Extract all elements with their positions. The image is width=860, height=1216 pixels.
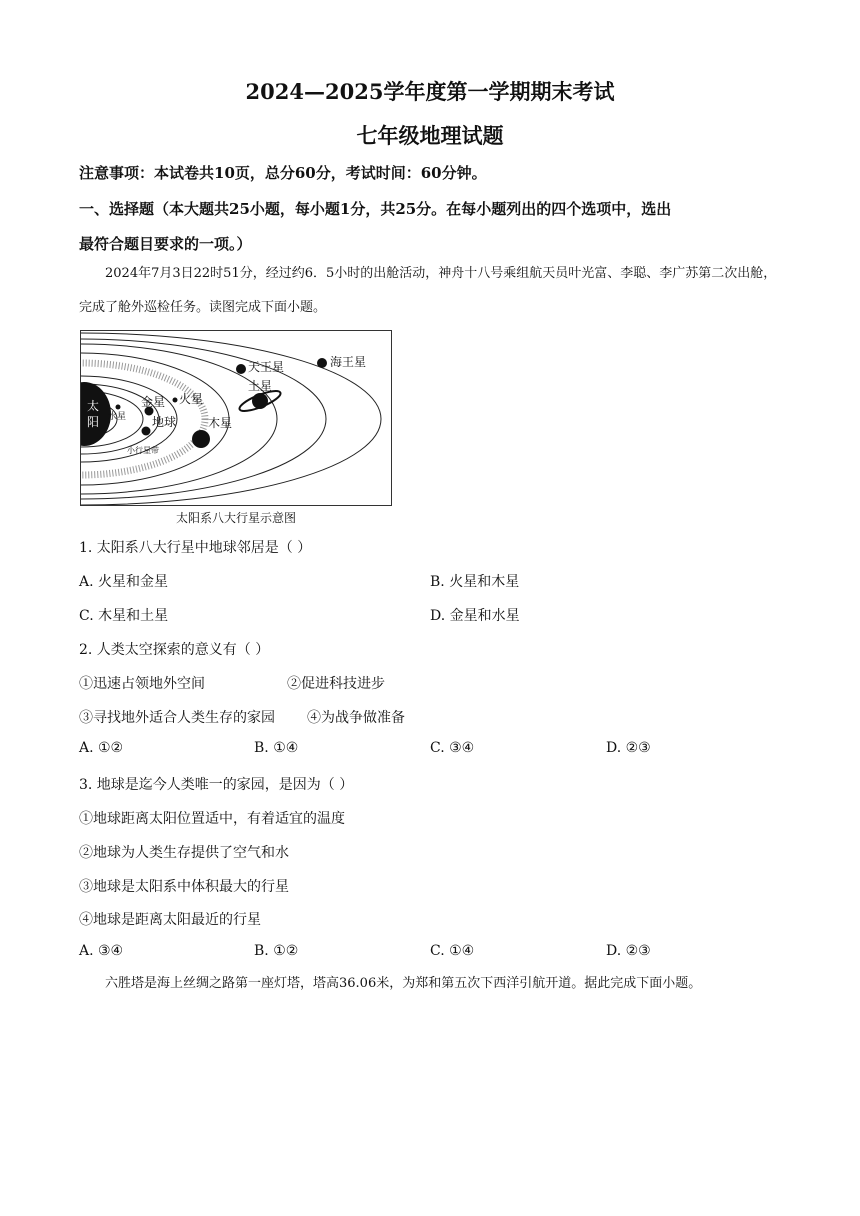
saturn-label: 土星: [248, 379, 273, 393]
section-heading-line2: 最符合题目要求的一项。）: [79, 235, 252, 253]
q3-statement-2: ②地球为人类生存提供了空气和水: [79, 845, 289, 861]
solar-system-svg: [81, 331, 392, 506]
q1-stem: 1. 太阳系八大行星中地球邻居是（ ）: [79, 540, 312, 556]
section-heading-line1: 一、选择题（本大题共25小题，每小题1分，共25分。在每小题列出的四个选项中，选出: [79, 200, 672, 218]
uranus: [236, 364, 246, 374]
q2-option-a: A. ①②: [79, 740, 124, 756]
mars-label: 火星: [179, 392, 204, 406]
q2-option-d: D. ②③: [606, 740, 651, 756]
q2-stem: 2. 人类太空探索的意义有（ ）: [79, 642, 270, 658]
exam-title: 2024—2025学年度第一学期期末考试: [245, 79, 615, 104]
solar-system-diagram: [80, 330, 392, 506]
q2-option-c: C. ③④: [430, 740, 475, 756]
q3-statement-3: ③地球是太阳系中体积最大的行星: [79, 879, 289, 895]
earth: [142, 427, 151, 436]
q2-statement-1: ①迅速占领地外空间: [79, 676, 205, 692]
mars: [173, 398, 178, 403]
q1-option-b: B. 火星和木星: [430, 574, 520, 590]
q3-statement-4: ④地球是距离太阳最近的行星: [79, 912, 261, 928]
sun-label-2: 阳: [87, 415, 100, 429]
exam-subtitle: 七年级地理试题: [356, 123, 504, 148]
mercury: [116, 405, 121, 410]
notice: 注意事项：本试卷共10页，总分60分，考试时间：60分钟。: [79, 164, 487, 182]
earth-label: 地球: [152, 415, 177, 429]
q3-option-b: B. ①②: [254, 943, 299, 959]
venus-label: 金星: [141, 395, 166, 409]
jupiter-label: 木星: [208, 416, 233, 430]
q1-option-a: A. 火星和金星: [79, 574, 169, 590]
q3-stem: 3. 地球是迄今人类唯一的家园，是因为（ ）: [79, 777, 354, 793]
q3-statement-1: ①地球距离太阳位置适中，有着适宜的温度: [79, 811, 345, 827]
q2-statement-4: ④为战争做准备: [307, 710, 405, 726]
mercury-label: 水星: [108, 412, 127, 422]
passage-1: 2024年7月3日22时51分，经过约6．5小时的出舱活动，神舟十八号乘组航天员叶光富、李聪、李广苏第二次出舱，完成了舱外巡检任务。读图完成下面小题。: [79, 266, 777, 315]
q3-option-c: C. ①④: [430, 943, 475, 959]
neptune: [317, 358, 327, 368]
q3-option-a: A. ③④: [79, 943, 124, 959]
q2-option-b: B. ①④: [254, 740, 299, 756]
jupiter: [192, 430, 210, 448]
diagram-caption: 太阳系八大行星示意图: [175, 511, 296, 525]
q1-option-d: D. 金星和水星: [430, 608, 520, 624]
passage-2: 六胜塔是海上丝绸之路第一座灯塔，塔高36.06米，为郑和第五次下西洋引航开道。据此完成下面小题。: [105, 976, 702, 991]
asteroid-belt-label: 小行星带: [127, 446, 159, 455]
q1-option-c: C. 木星和土星: [79, 608, 169, 624]
sun: [81, 382, 111, 446]
sun-label-1: 太: [87, 399, 100, 413]
q3-option-d: D. ②③: [606, 943, 651, 959]
q2-statement-2: ②促进科技进步: [287, 676, 385, 692]
q2-statement-3: ③寻找地外适合人类生存的家园: [79, 710, 275, 726]
neptune-label: 海王星: [330, 355, 367, 369]
uranus-label: 天王星: [248, 360, 285, 374]
